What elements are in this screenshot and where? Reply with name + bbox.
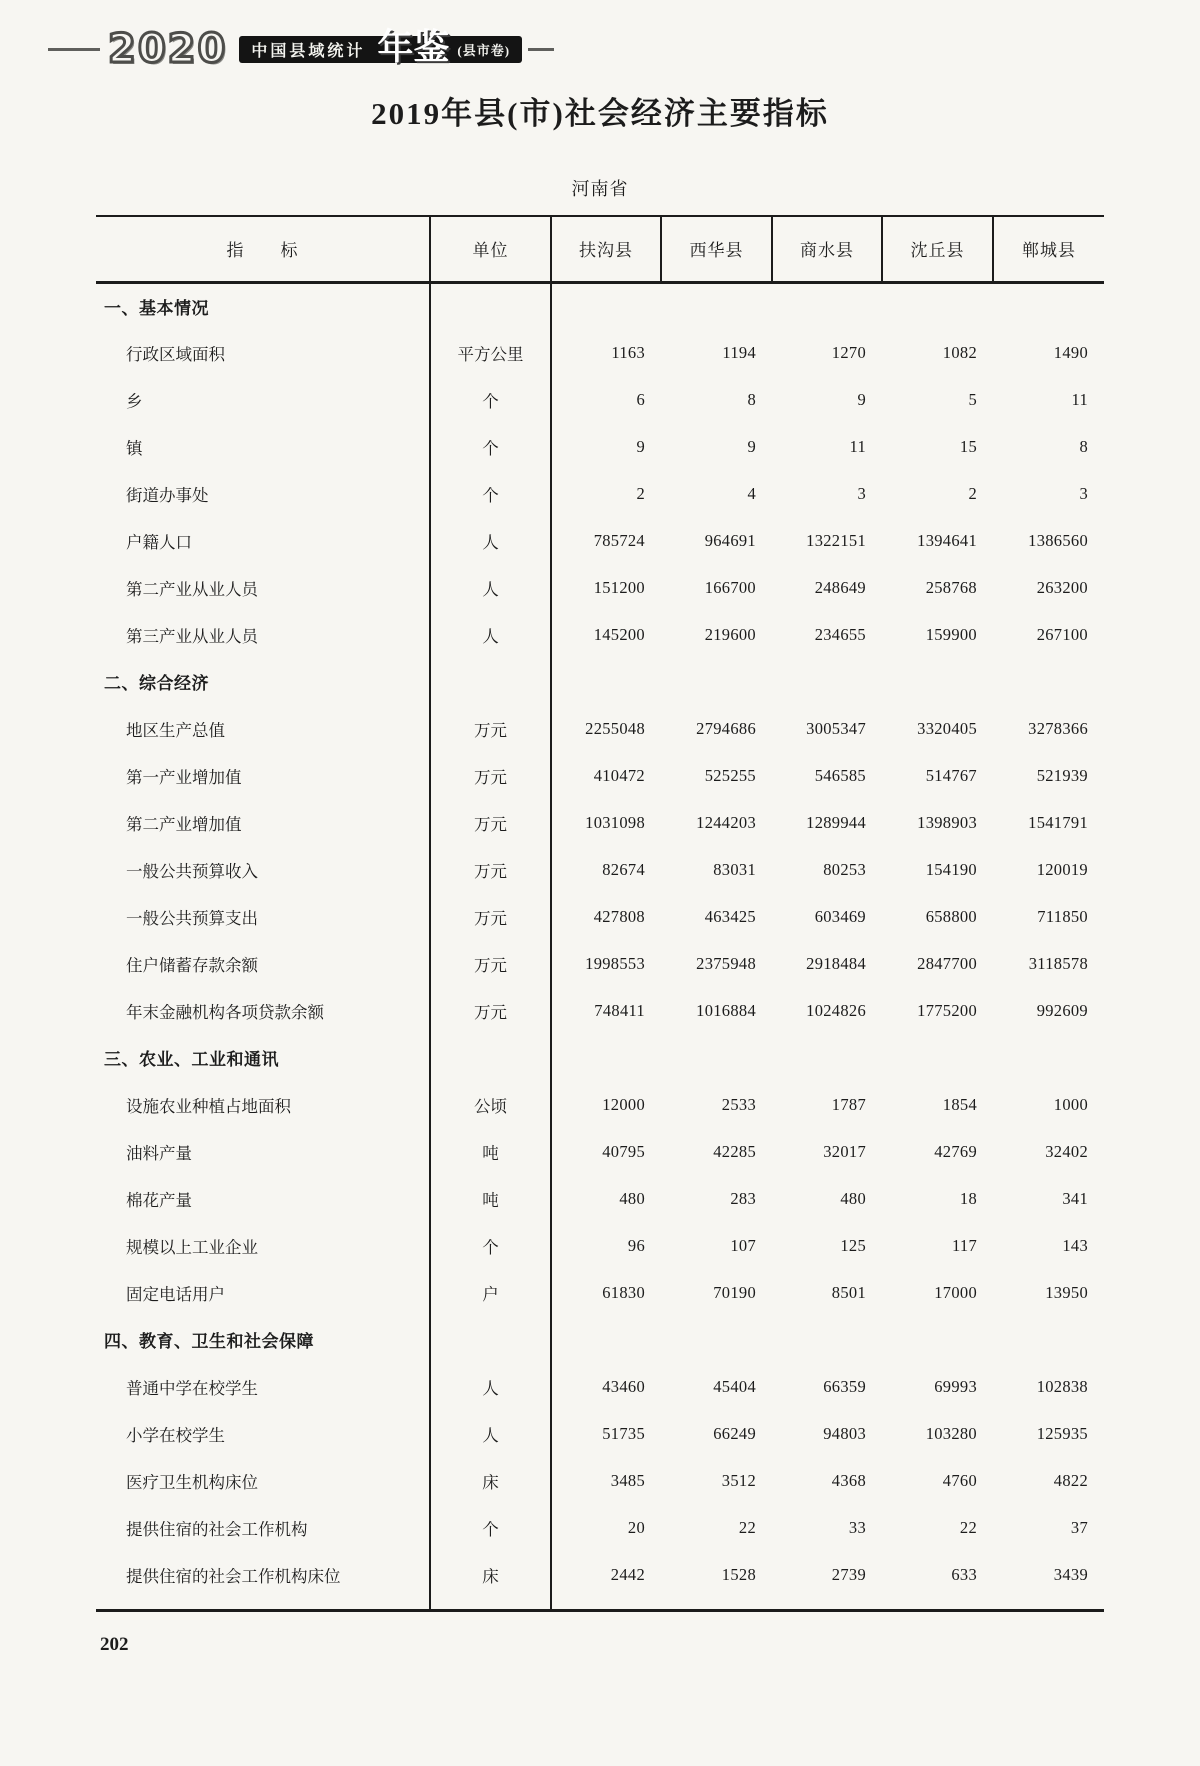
value-cell: 263200 — [1036, 577, 1088, 597]
value-cell — [882, 1034, 993, 1081]
unit-cell — [430, 1034, 551, 1081]
value-cell: 15 — [959, 436, 977, 456]
table-row — [96, 1363, 1104, 1410]
page-number: 202 — [100, 1633, 129, 1655]
value-cell: 2847700 — [917, 953, 977, 973]
value-cell: 480 — [619, 1188, 645, 1208]
banner-left-rule — [48, 48, 100, 51]
section-title: 一、基本情况 — [96, 282, 430, 329]
unit-cell: 万元 — [430, 705, 551, 752]
value-cell: 1000 — [1053, 1094, 1088, 1114]
value-cell: 258768 — [925, 577, 977, 597]
value-cell: 154190 — [925, 859, 977, 879]
indicator-cell: 年末金融机构各项贷款余额 — [96, 987, 430, 1034]
value-cell: 2794686 — [696, 718, 756, 738]
indicator-cell: 提供住宿的社会工作机构 — [96, 1504, 430, 1551]
value-cell: 514767 — [925, 765, 977, 785]
table-row — [96, 564, 1104, 611]
value-cell: 1854 — [942, 1094, 977, 1114]
header-county-shangshui: 商水县 — [772, 216, 882, 282]
section-heading-row — [96, 282, 1104, 329]
spacer-cell — [882, 1598, 993, 1610]
value-cell: 1394641 — [917, 530, 977, 550]
table-row — [96, 611, 1104, 658]
value-cell — [772, 1034, 882, 1081]
unit-cell: 万元 — [430, 940, 551, 987]
indicator-cell: 第二产业增加值 — [96, 799, 430, 846]
value-cell: 22 — [959, 1517, 977, 1537]
value-cell: 61830 — [602, 1282, 645, 1302]
unit-cell: 吨 — [430, 1128, 551, 1175]
table-row — [96, 1504, 1104, 1551]
unit-cell: 平方公里 — [430, 329, 551, 376]
value-cell: 521939 — [1036, 765, 1088, 785]
table-row — [96, 517, 1104, 564]
value-cell — [661, 282, 772, 329]
value-cell: 94803 — [823, 1423, 866, 1443]
value-cell: 103280 — [925, 1423, 977, 1443]
header-unit: 单位 — [430, 216, 551, 282]
unit-cell: 床 — [430, 1457, 551, 1504]
value-cell: 480 — [840, 1188, 866, 1208]
unit-cell — [430, 658, 551, 705]
value-cell: 8 — [1079, 436, 1088, 456]
value-cell: 2739 — [831, 1564, 866, 1584]
value-cell — [551, 282, 661, 329]
table-bottom-spacer-row — [96, 1598, 1104, 1610]
value-cell: 2533 — [721, 1094, 756, 1114]
indicator-cell: 户籍人口 — [96, 517, 430, 564]
value-cell: 22 — [738, 1517, 756, 1537]
unit-cell — [430, 1316, 551, 1363]
value-cell: 107 — [730, 1235, 756, 1255]
unit-cell: 个 — [430, 1504, 551, 1551]
value-cell: 40795 — [602, 1141, 645, 1161]
value-cell: 1998553 — [585, 953, 645, 973]
value-cell: 8501 — [831, 1282, 866, 1302]
unit-cell: 人 — [430, 1410, 551, 1457]
unit-cell — [430, 282, 551, 329]
value-cell — [551, 1034, 661, 1081]
spacer-cell — [430, 1598, 551, 1610]
value-cell: 120019 — [1036, 859, 1088, 879]
unit-cell: 人 — [430, 611, 551, 658]
indicator-cell: 乡 — [96, 376, 430, 423]
value-cell: 4760 — [942, 1470, 977, 1490]
value-cell: 463425 — [704, 906, 756, 926]
section-heading-row — [96, 658, 1104, 705]
section-title: 三、农业、工业和通讯 — [96, 1034, 430, 1081]
value-cell: 83031 — [713, 859, 756, 879]
indicator-cell: 镇 — [96, 423, 430, 470]
value-cell: 1024826 — [806, 1000, 866, 1020]
value-cell: 69993 — [934, 1376, 977, 1396]
value-cell: 2 — [968, 483, 977, 503]
value-cell: 42285 — [713, 1141, 756, 1161]
banner-series-label: 中国县域统计 — [251, 42, 366, 60]
value-cell: 3439 — [1053, 1564, 1088, 1584]
value-cell — [882, 1316, 993, 1363]
value-cell: 3005347 — [806, 718, 866, 738]
unit-cell: 万元 — [430, 987, 551, 1034]
value-cell: 5 — [968, 389, 977, 409]
value-cell: 3118578 — [1028, 953, 1088, 973]
value-cell: 992609 — [1036, 1000, 1088, 1020]
value-cell: 96 — [627, 1235, 645, 1255]
table-row — [96, 1222, 1104, 1269]
value-cell: 3512 — [721, 1470, 756, 1490]
value-cell: 80253 — [823, 859, 866, 879]
value-cell: 267100 — [1036, 624, 1088, 644]
value-cell: 1082 — [942, 342, 977, 362]
value-cell: 117 — [951, 1235, 977, 1255]
province-label: 河南省 — [571, 179, 629, 199]
value-cell: 341 — [1062, 1188, 1088, 1208]
value-cell: 3485 — [610, 1470, 645, 1490]
banner-volume-label: (县市卷) — [457, 42, 511, 58]
value-cell: 1528 — [721, 1564, 756, 1584]
value-cell: 66359 — [823, 1376, 866, 1396]
value-cell: 1490 — [1053, 342, 1088, 362]
unit-cell: 万元 — [430, 752, 551, 799]
value-cell — [993, 282, 1104, 329]
value-cell — [661, 1316, 772, 1363]
value-cell: 2442 — [610, 1564, 645, 1584]
value-cell: 964691 — [704, 530, 756, 550]
value-cell: 4368 — [831, 1470, 866, 1490]
indicator-cell: 第三产业从业人员 — [96, 611, 430, 658]
table-row — [96, 893, 1104, 940]
indicator-cell: 医疗卫生机构床位 — [96, 1457, 430, 1504]
unit-cell: 个 — [430, 376, 551, 423]
value-cell: 546585 — [814, 765, 866, 785]
section-title: 四、教育、卫生和社会保障 — [96, 1316, 430, 1363]
statistics-table — [96, 215, 1104, 1612]
indicator-cell: 固定电话用户 — [96, 1269, 430, 1316]
value-cell: 42769 — [934, 1141, 977, 1161]
value-cell — [993, 658, 1104, 705]
unit-cell: 人 — [430, 564, 551, 611]
section-heading-row — [96, 1316, 1104, 1363]
indicator-cell: 一般公共预算收入 — [96, 846, 430, 893]
value-cell: 66249 — [713, 1423, 756, 1443]
table-header-row — [96, 216, 1104, 282]
header-county-dancheng: 郸城县 — [993, 216, 1104, 282]
table-row — [96, 752, 1104, 799]
value-cell: 102838 — [1036, 1376, 1088, 1396]
value-cell: 2255048 — [585, 718, 645, 738]
unit-cell: 床 — [430, 1551, 551, 1598]
header-county-xihua: 西华县 — [661, 216, 772, 282]
unit-cell: 人 — [430, 1363, 551, 1410]
value-cell: 4822 — [1053, 1470, 1088, 1490]
value-cell: 427808 — [593, 906, 645, 926]
value-cell: 82674 — [602, 859, 645, 879]
spacer-cell — [661, 1598, 772, 1610]
value-cell — [661, 658, 772, 705]
value-cell: 1322151 — [806, 530, 866, 550]
value-cell — [551, 658, 661, 705]
value-cell: 1541791 — [1028, 812, 1088, 832]
value-cell: 11 — [1071, 389, 1088, 409]
table-header — [96, 216, 1104, 282]
value-cell: 125935 — [1036, 1423, 1088, 1443]
table-row — [96, 1081, 1104, 1128]
value-cell: 11 — [849, 436, 866, 456]
value-cell — [993, 1316, 1104, 1363]
spacer-cell — [96, 1598, 430, 1610]
header-indicator: 指 标 — [96, 216, 430, 282]
table-row — [96, 1175, 1104, 1222]
value-cell: 13950 — [1045, 1282, 1088, 1302]
table-row — [96, 846, 1104, 893]
indicator-cell: 设施农业种植占地面积 — [96, 1081, 430, 1128]
value-cell: 1398903 — [917, 812, 977, 832]
value-cell: 283 — [730, 1188, 756, 1208]
value-cell: 234655 — [814, 624, 866, 644]
value-cell: 1289944 — [806, 812, 866, 832]
value-cell: 1270 — [831, 342, 866, 362]
value-cell: 1787 — [831, 1094, 866, 1114]
value-cell: 785724 — [593, 530, 645, 550]
yearbook-page — [0, 26, 1200, 1656]
unit-cell: 吨 — [430, 1175, 551, 1222]
table-row — [96, 705, 1104, 752]
yearbook-banner — [48, 26, 1200, 72]
value-cell: 37 — [1070, 1517, 1088, 1537]
header-county-shenqiu: 沈丘县 — [882, 216, 993, 282]
value-cell: 20 — [627, 1517, 645, 1537]
table-row — [96, 940, 1104, 987]
value-cell: 3278366 — [1028, 718, 1088, 738]
value-cell: 711850 — [1037, 906, 1088, 926]
value-cell: 32402 — [1045, 1141, 1088, 1161]
value-cell: 1194 — [722, 342, 756, 362]
indicator-cell: 油料产量 — [96, 1128, 430, 1175]
table-row — [96, 1269, 1104, 1316]
unit-cell: 万元 — [430, 893, 551, 940]
unit-cell: 万元 — [430, 799, 551, 846]
value-cell: 51735 — [602, 1423, 645, 1443]
value-cell — [772, 1316, 882, 1363]
value-cell: 1244203 — [696, 812, 756, 832]
indicator-cell: 规模以上工业企业 — [96, 1222, 430, 1269]
value-cell: 1386560 — [1028, 530, 1088, 550]
value-cell: 33 — [848, 1517, 866, 1537]
value-cell — [882, 282, 993, 329]
value-cell — [993, 1034, 1104, 1081]
value-cell: 1016884 — [696, 1000, 756, 1020]
table-body — [96, 282, 1104, 1610]
spacer-cell — [772, 1598, 882, 1610]
unit-cell: 户 — [430, 1269, 551, 1316]
value-cell: 43460 — [602, 1376, 645, 1396]
value-cell: 1163 — [611, 342, 645, 362]
value-cell: 633 — [951, 1564, 977, 1584]
banner-brand-logo: 年鉴 — [377, 26, 450, 67]
section-title: 二、综合经济 — [96, 658, 430, 705]
value-cell: 2918484 — [806, 953, 866, 973]
value-cell: 3 — [1079, 483, 1088, 503]
table-row — [96, 470, 1104, 517]
value-cell: 4 — [747, 483, 756, 503]
indicator-cell: 第二产业从业人员 — [96, 564, 430, 611]
value-cell: 2375948 — [696, 953, 756, 973]
indicator-cell: 提供住宿的社会工作机构床位 — [96, 1551, 430, 1598]
value-cell: 17000 — [934, 1282, 977, 1302]
table-row — [96, 799, 1104, 846]
value-cell — [882, 658, 993, 705]
value-cell: 8 — [747, 389, 756, 409]
banner-strip — [239, 26, 522, 67]
value-cell — [772, 658, 882, 705]
value-cell: 166700 — [704, 577, 756, 597]
value-cell — [661, 1034, 772, 1081]
indicator-cell: 小学在校学生 — [96, 1410, 430, 1457]
header-county-fugou: 扶沟县 — [551, 216, 661, 282]
value-cell: 18 — [959, 1188, 977, 1208]
value-cell: 3 — [857, 483, 866, 503]
value-cell: 151200 — [593, 577, 645, 597]
page-title: 2019年县(市)社会经济主要指标 — [371, 96, 829, 131]
banner-right-rule — [528, 48, 554, 51]
table-row — [96, 1457, 1104, 1504]
unit-cell: 个 — [430, 1222, 551, 1269]
unit-cell: 万元 — [430, 846, 551, 893]
value-cell: 6 — [636, 389, 645, 409]
value-cell: 9 — [636, 436, 645, 456]
table-row — [96, 1551, 1104, 1598]
spacer-cell — [993, 1598, 1104, 1610]
indicator-cell: 行政区域面积 — [96, 329, 430, 376]
value-cell: 12000 — [602, 1094, 645, 1114]
indicator-cell: 一般公共预算支出 — [96, 893, 430, 940]
section-heading-row — [96, 1034, 1104, 1081]
value-cell: 1775200 — [917, 1000, 977, 1020]
value-cell: 145200 — [593, 624, 645, 644]
value-cell: 410472 — [593, 765, 645, 785]
indicator-cell: 普通中学在校学生 — [96, 1363, 430, 1410]
table-row — [96, 329, 1104, 376]
spacer-cell — [551, 1598, 661, 1610]
unit-cell: 人 — [430, 517, 551, 564]
value-cell: 45404 — [713, 1376, 756, 1396]
value-cell: 3320405 — [917, 718, 977, 738]
unit-cell: 个 — [430, 423, 551, 470]
indicator-cell: 棉花产量 — [96, 1175, 430, 1222]
indicator-cell: 第一产业增加值 — [96, 752, 430, 799]
value-cell: 9 — [857, 389, 866, 409]
indicator-cell: 住户储蓄存款余额 — [96, 940, 430, 987]
value-cell — [551, 1316, 661, 1363]
value-cell — [772, 282, 882, 329]
indicator-cell: 地区生产总值 — [96, 705, 430, 752]
table-row — [96, 423, 1104, 470]
value-cell: 248649 — [814, 577, 866, 597]
unit-cell: 个 — [430, 470, 551, 517]
table-row — [96, 1410, 1104, 1457]
indicator-cell: 街道办事处 — [96, 470, 430, 517]
unit-cell: 公顷 — [430, 1081, 551, 1128]
table-row — [96, 1128, 1104, 1175]
value-cell: 125 — [840, 1235, 866, 1255]
value-cell: 32017 — [823, 1141, 866, 1161]
value-cell: 2 — [636, 483, 645, 503]
value-cell: 219600 — [704, 624, 756, 644]
value-cell: 748411 — [594, 1000, 645, 1020]
banner-year: 2020 — [108, 26, 228, 72]
value-cell: 9 — [747, 436, 756, 456]
value-cell: 159900 — [925, 624, 977, 644]
value-cell: 143 — [1062, 1235, 1088, 1255]
value-cell: 70190 — [713, 1282, 756, 1302]
value-cell: 603469 — [814, 906, 866, 926]
value-cell: 658800 — [925, 906, 977, 926]
table-row — [96, 987, 1104, 1034]
value-cell: 525255 — [704, 765, 756, 785]
value-cell: 1031098 — [585, 812, 645, 832]
table-row — [96, 376, 1104, 423]
